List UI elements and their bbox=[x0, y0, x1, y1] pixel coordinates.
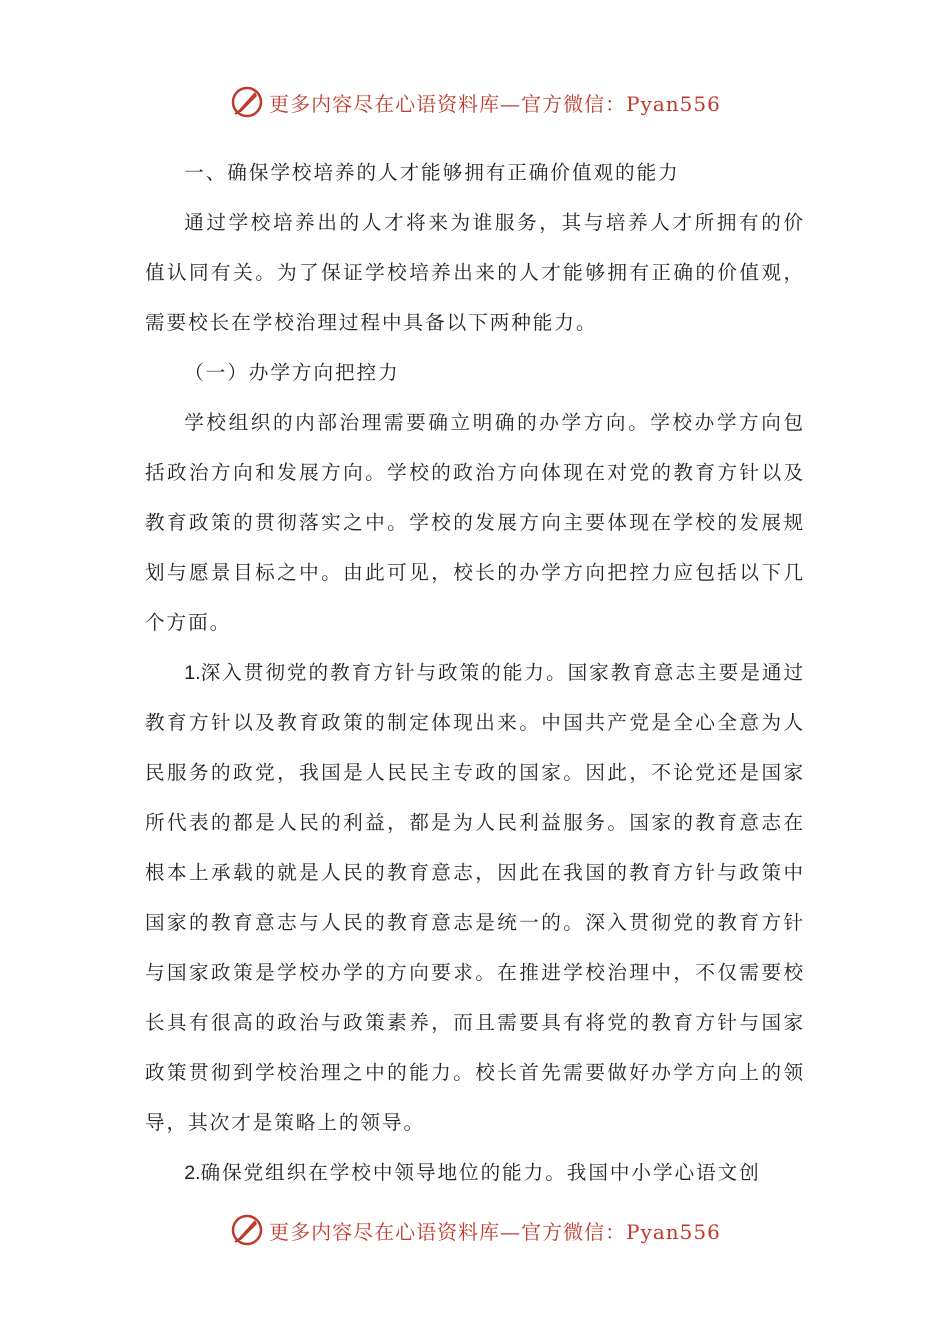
footer-banner bbox=[0, 1208, 950, 1252]
direction-paragraph: 学校组织的内部治理需要确立明确的办学方向。学校办学方向包括政治方向和发展方向。学校的政治方向体现在对党的教育方针以及教育政策的贯彻落实之中。学校的发展方向主要体现在学校的发展规划与愿景目标之中。由此可见，校长的办学方向把控力应包括以下几个方面。 bbox=[145, 411, 805, 634]
section-heading: 一、确保学校培养的人才能够拥有正确价值观的能力 bbox=[184, 161, 680, 184]
item-2-paragraph bbox=[145, 1148, 805, 1198]
quill-logo-icon bbox=[229, 84, 265, 120]
item-2-number: 2. bbox=[184, 1162, 201, 1184]
item-1-text: 深入贯彻党的教育方针与政策的能力。国家教育意志主要是通过教育方针以及教育政策的制定体现出来。中国共产党是全心全意为人民服务的政党，我国是人民民主专政的国家。因此，不论党还是国家所代表的都是人民的利益，都是为人民利益服务。国家的教育意志在根本上承载的就是人民的教育意志，因此在我国的教育方针与政策中国家的教育意志与人民的教育意志是统一的。深入贯彻党的教育方针与国家政策是学校办学的方向要求。在推进学校治理中，不仅需要校长具有很高的政治与政策素养，而且需要具有将党的教育方针与国家政策贯彻到学校治理之中的能力。校长首先需要做好办学方向上的领导，其次才是策略上的领导。 bbox=[145, 661, 805, 1134]
header-banner bbox=[0, 80, 950, 124]
header-banner-text: 更多内容尽在心语资料库—官方微信：Pyan556 bbox=[269, 91, 721, 116]
item-1-number: 1. bbox=[184, 662, 201, 684]
document-body bbox=[145, 148, 805, 1198]
footer-banner-text: 更多内容尽在心语资料库—官方微信：Pyan556 bbox=[269, 1219, 721, 1244]
item-1-paragraph bbox=[145, 648, 805, 1148]
item-2-text: 确保党组织在学校中领导地位的能力。我国中小学心语文创 bbox=[200, 1161, 761, 1184]
subsection-heading: （一）办学方向把控力 bbox=[184, 361, 400, 384]
intro-paragraph: 通过学校培养出的人才将来为谁服务，其与培养人才所拥有的价值认同有关。为了保证学校培养出来的人才能够拥有正确的价值观，需要校长在学校治理过程中具备以下两种能力。 bbox=[145, 211, 805, 334]
quill-logo-icon bbox=[229, 1212, 265, 1248]
